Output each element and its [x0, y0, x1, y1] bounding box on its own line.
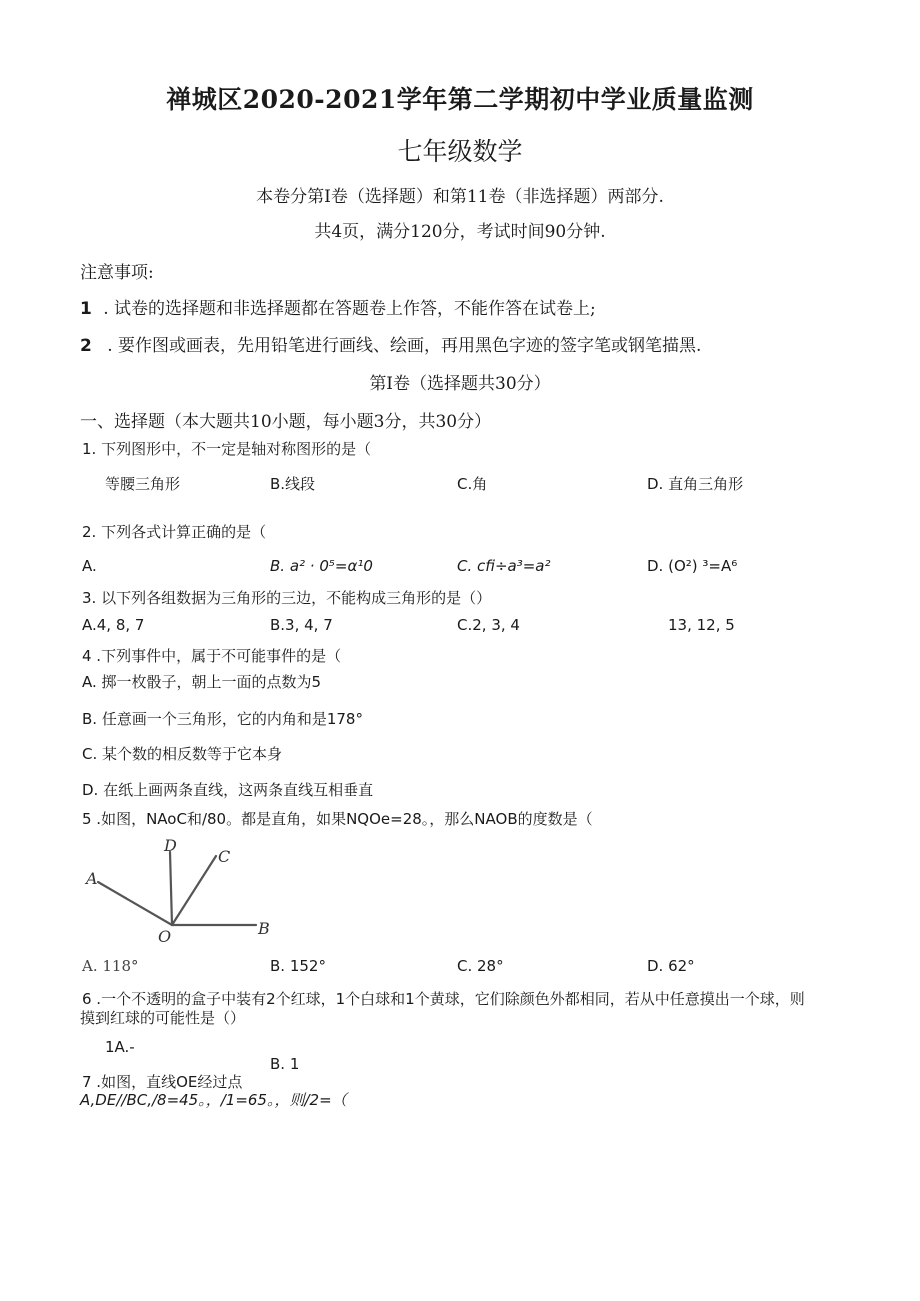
question-1-option-c: C.角 [457, 475, 488, 493]
label-c: C [218, 847, 231, 866]
question-5-stem: 5 .如图，NAoC和/80。都是直角，如果NQOe=28。，那么NAOB的度数是（ [82, 810, 593, 828]
note-text: . 试卷的选择题和非选择题都在答题卷上作答，不能作答在试卷上; [103, 299, 596, 319]
question-2-option-a: A. [82, 557, 97, 575]
question-4-option-d: D. 在纸上画两条直线，这两条直线互相垂直 [82, 781, 374, 799]
question-5-option-b: B. 152° [270, 957, 326, 975]
question-7-stem-cont: A,DE//BC,/8=45。，/1=65。，则/2=（ [80, 1091, 347, 1109]
question-2-option-d: D. (O²) ³=A⁶ [647, 557, 738, 575]
question-6-stem: 6 .一个不透明的盒子中装有2个红球，1个白球和1个黄球，它们除颜色外都相同，若从中任意摸出一个球，则 [82, 990, 805, 1008]
question-4-stem: 4 .下列事件中，属于不可能事件的是（ [82, 647, 342, 665]
ray-oa [98, 882, 172, 925]
question-6-option-b: B. 1 [270, 1055, 300, 1073]
notes-heading: 注意事项: [80, 263, 154, 283]
part-heading: 第Ⅰ卷（选择题共30分） [369, 374, 551, 394]
question-3-option-b: B.3, 4, 7 [270, 616, 333, 634]
question-6-option-a: 1A.- [105, 1038, 135, 1056]
question-5-option-c: C. 28° [457, 957, 504, 975]
question-4-option-a: A. 掷一枚骰子，朝上一面的点数为5 [82, 673, 322, 691]
ray-oc [172, 856, 216, 925]
note-item-1 [80, 294, 596, 319]
question-4-option-c: C. 某个数的相反数等于它本身 [82, 745, 283, 763]
question-3-option-c: C.2, 3, 4 [457, 616, 520, 634]
angle-figure [80, 836, 280, 946]
label-o: O [158, 927, 172, 946]
note-number: 1 [80, 299, 92, 319]
exam-structure-line: 本卷分第Ⅰ卷（选择题）和第11卷（非选择题）两部分. [256, 187, 664, 207]
label-d: D [164, 836, 177, 855]
ray-od [170, 852, 172, 925]
question-7-stem: 7 .如图，直线OE经过点 [82, 1073, 243, 1091]
page-title: 禅城区2020-2021学年第二学期初中学业质量监测 [166, 85, 754, 114]
question-1-option-d: D. 直角三角形 [647, 475, 744, 493]
question-1-option-a: 等腰三角形 [105, 475, 181, 493]
note-text: . 要作图或画表，先用铅笔进行画线、绘画，再用黑色字迹的签字笔或钢笔描黑. [107, 336, 702, 356]
question-2-option-b: B. a² · 0⁵=α¹0 [270, 557, 373, 575]
label-a: A [86, 869, 98, 888]
label-b: B [258, 919, 270, 938]
question-4-option-b: B. 任意画一个三角形，它的内角和是178° [82, 710, 363, 728]
note-number: 2 [80, 336, 92, 356]
note-item-2 [80, 331, 701, 356]
question-5-option-d: D. 62° [647, 957, 695, 975]
page-subtitle: 七年级数学 [397, 137, 523, 166]
question-2-stem: 2. 下列各式计算正确的是（ [82, 523, 267, 541]
question-2-option-c: C. cfi÷a³=a² [457, 557, 551, 575]
question-3-stem: 3. 以下列各组数据为三角形的三边，不能构成三角形的是（） [82, 589, 492, 607]
question-6-stem-cont: 摸到红球的可能性是（） [80, 1009, 246, 1027]
exam-info-line: 共4页，满分120分，考试时间90分钟. [314, 222, 606, 242]
section-heading: 一、选择题（本大题共10小题，每小题3分，共30分） [80, 412, 492, 432]
question-3-option-a: A.4, 8, 7 [82, 616, 145, 634]
question-1-stem: 1. 下列图形中，不一定是轴对称图形的是（ [82, 440, 372, 458]
question-5-option-a: A. 118° [82, 957, 139, 975]
question-3-option-d: 13, 12, 5 [668, 616, 735, 634]
question-1-option-b: B.线段 [270, 475, 316, 493]
